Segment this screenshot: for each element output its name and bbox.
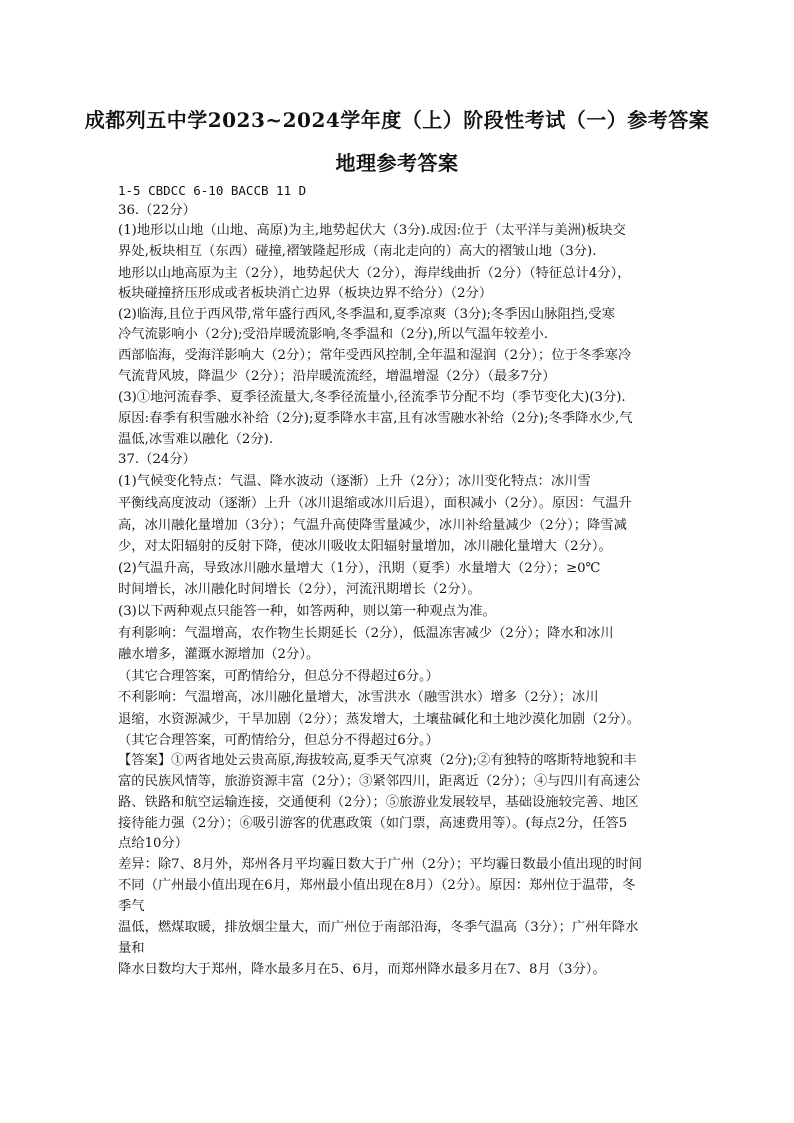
text-line: 路、铁路和航空运输连接，交通便利（2分）；⑤旅游业发展较早，基础设施较完善、地区 [118,795,639,810]
text-line: 不利影响：气温增高，冰川融化量增大，冰雪洪水（融雪洪水）增多（2分）；冰川 [118,690,599,705]
text-line: 少，对太阳辐射的反射下降，使冰川吸收太阳辐射量增加，冰川融化量增大（2分）。 [118,539,612,554]
text-line: 地形以山地高原为主（2分），地势起伏大（2分），海岸线曲折（2分）（特征总计4分）， [118,266,631,281]
text-line: 不同（广州最小值出现在6月，郑州最小值出现在8月）（2分）。原因：郑州位于温带，冬 [118,878,636,893]
text-line: 降水日数均大于郑州，降水最多月在5、6月，而郑州降水最多月在7、8月（3分）。 [118,962,606,977]
page-title: 成都列五中学2023~2024学年度（上）阶段性考试（一）参考答案 [84,108,710,132]
text-line: 【答案】①两省地处云贵高原,海拔较高,夏季天气凉爽（2分);②有独特的喀斯特地貌和丰 [118,753,637,768]
text-line: 平衡线高度波动（逐渐）上升（冰川退缩或冰川后退），面积减小（2分）。原因：气温升 [118,496,632,511]
text-line: 西部临海，受海洋影响大（2分）；常年受西风控制,全年温和湿润（2分）；位于冬季寒冷 [118,348,632,363]
text-line: （其它合理答案，可酌情给分，但总分不得超过6分。） [118,733,439,748]
text-line: 退缩，水资源减少，干旱加剧（2分）；蒸发增大，土壤盐碱化和土地沙漠化加剧（2分）。 [118,712,641,727]
text-line: 37.（24分） [118,452,196,467]
text-line: 气流背风坡，降温少（2分）；沿岸暖流流经，增温增湿（2分）（最多7分） [118,369,556,384]
text-line: （其它合理答案，可酌情给分，但总分不得超过6分。） [118,669,439,684]
text-line: (3)①地河流春季、夏季径流量大,冬季径流量小,径流季节分配不均（季节变化大)(3分). [118,390,626,405]
text-line: (1)地形以山地（山地、高原)为主,地势起伏大（3分).成因:位于（太平洋与美洲)板块交 [118,223,626,238]
text-line: 融水增多，灌溉水源增加（2分）。 [118,647,320,662]
text-line: 差异：除7、8月外，郑州各月平均霾日数大于广州（2分）；平均霾日数最小值出现的时间 [118,857,643,872]
text-line: (3)以下两种观点只能答一种，如答两种，则以第一种观点为准。 [118,604,496,619]
text-line: 量和 [118,941,145,956]
text-line: (1)气候变化特点：气温、降水波动（逐渐）上升（2分）；冰川变化特点：冰川雪 [118,474,591,489]
text-line: 温低，燃煤取暖，排放烟尘量大，而广州位于南部沿海，冬季气温高（3分）；广州年降水 [118,920,639,935]
text-line: 原因:春季有积雪融水补给（2分);夏季降水丰富,且有冰雪融水补给（2分);冬季降水少,气 [118,411,633,426]
text-line: 高，冰川融化量增加（3分）；气温升高使降雪量减少，冰川补给量减少（2分）；降雪减 [118,518,627,533]
text-line: 时间增长，冰川融化时间增长（2分），河流汛期增长（2分）。 [118,582,481,597]
text-line: (2)气温升高，导致冰川融水量增大（1分），汛期（夏季）水量增大（2分）；≥0℃ [118,561,601,576]
text-line: 界处,板块相互（东西）碰撞,褶皱隆起形成（南北走向的）高大的褶皱山地（3分). [118,244,597,259]
text-line: 板块碰撞挤压形成或者板块消亡边界（板块边界不给分）（2分） [118,286,493,301]
text-line: 冷气流影响小（2分);受沿岸暖流影响,冬季温和（2分),所以气温年较差小. [118,327,549,342]
text-line: 接待能力强（2分）；⑥吸引游客的优惠政策（如门票，高速费用等）。(每点2分，任答5 [118,816,628,831]
text-line: 富的民族风情等，旅游资源丰富（2分）；③紧邻四川，距离近（2分）；④与四川有高速公 [118,774,641,789]
text-line: 36.（22分） [118,203,196,218]
page-subtitle: 地理参考答案 [335,151,459,175]
text-line: 点给10分） [118,836,189,851]
text-line: 温低,冰雪难以融化（2分). [118,432,274,447]
text-line: 有利影响：气温增高，农作物生长期延长（2分），低温冻害减少（2分）；降水和冰川 [118,626,614,641]
choice-answers-line: 1-5 CBDCC 6-10 BACCB 11 D [118,183,307,198]
text-line: 季气 [118,899,145,914]
text-line: (2)临海,且位于西风带,常年盛行西风,冬季温和,夏季凉爽（3分);冬季因山脉阻挡,受寒 [118,307,615,322]
